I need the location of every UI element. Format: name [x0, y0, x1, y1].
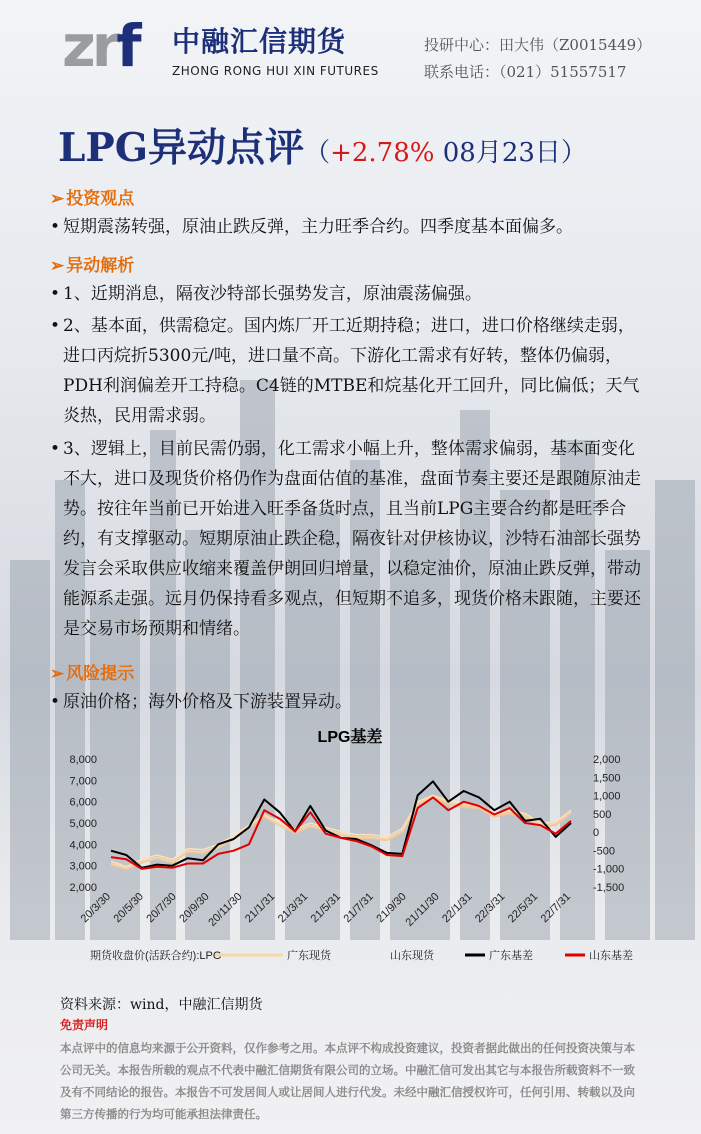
report-title: [58, 117, 587, 173]
bullet-icon: •: [50, 217, 61, 237]
y-left-tick: 4,000: [69, 839, 97, 852]
disclaimer-heading: 免责声明: [60, 1018, 109, 1032]
arrow-icon: ➢: [50, 664, 65, 684]
y-right-tick: 1,000: [593, 790, 621, 803]
analysis-item-3: [50, 434, 650, 644]
y-left-tick: 2,000: [69, 882, 97, 894]
y-right-tick: 2,000: [593, 754, 621, 766]
x-tick: 22/1/31: [440, 890, 475, 926]
data-source: 资料来源：wind，中融汇信期货: [60, 997, 263, 1013]
x-tick: 20/11/30: [206, 890, 245, 929]
legend-label: 山东基差: [589, 950, 633, 962]
analysis-text-2: 2、基本面，供需稳定。国内炼厂开工近期持稳；进口，进口价格继续走弱，进口丙烷折5300元/吨，进口量不高。下游化工需求有好转，整体仍偏弱，PDH利润偏差开工持稳。C4链的MTBE和烷基化开工回升，同比偏低；天气炎热，民用需求弱。: [63, 316, 640, 426]
title-main: LPG异动点评: [58, 125, 305, 171]
x-tick: 22/3/31: [472, 890, 508, 926]
x-tick: 21/5/31: [308, 890, 344, 926]
legend-label: 山东现货: [390, 950, 434, 962]
x-tick: 20/5/30: [111, 890, 146, 926]
price-change: +2.78%: [330, 138, 435, 168]
analysis-text-1: 1、近期消息，隔夜沙特部长强势发言，原油震荡偏强。: [63, 284, 482, 304]
bullet-icon: •: [50, 284, 61, 304]
y-right-tick: 500: [593, 808, 612, 821]
logo-mark: zrf: [62, 12, 138, 80]
x-tick: 22/5/31: [505, 890, 541, 926]
section-heading-risk: [50, 659, 134, 684]
risk-paragraph: [50, 687, 650, 717]
risk-text: 原油价格；海外价格及下游装置异动。: [63, 692, 352, 712]
y-right-tick: -1,000: [593, 863, 625, 876]
y-left-tick: 7,000: [69, 775, 97, 788]
analysis-item-2: [50, 311, 650, 431]
title-paren-open: （: [304, 138, 331, 168]
view-paragraph: [50, 212, 650, 242]
analyst-info: 投研中心：田大伟（Z0015449）: [424, 36, 652, 54]
y-right-tick: -500: [593, 845, 616, 858]
analysis-item-1: [50, 279, 650, 309]
section-heading-view: [50, 184, 134, 209]
analysis-heading-text: 异动解析: [66, 256, 135, 276]
bullet-icon: •: [50, 316, 61, 336]
y-left-tick: 6,000: [69, 796, 97, 809]
y-left-tick: 5,000: [69, 818, 97, 830]
phone-info: 联系电话：（021）51557517: [424, 63, 627, 81]
report-date: 08月23日）: [434, 138, 587, 168]
x-tick: 20/9/30: [177, 890, 212, 926]
lpg-basis-chart: [55, 722, 655, 972]
disclaimer-text: 本点评中的信息均来源于公开资料，仅作参考之用。本点评不构成投资建议，投资者据此做出的任何投资决策与本公司无关。本报告所载的观点不代表中融汇信期货有限公司的立场。中融汇信可发出其它与本报告所载资料不一致及有不同结论的报告。本报告不可发居间人或让居间人进行代发。未经中融汇信授权许可，任何引用、转载以及向第三方传播的行为均可能承担法律责任。: [60, 1041, 635, 1121]
chart-title: LPG基差: [317, 729, 383, 746]
y-right-tick: -1,500: [593, 882, 625, 894]
x-tick: 22/7/31: [538, 890, 574, 926]
section-heading-analysis: [50, 251, 134, 276]
series-line-3: [111, 781, 571, 867]
company-logo: [62, 14, 392, 84]
arrow-icon: ➢: [50, 256, 65, 276]
logo-chinese-name: 中融汇信期货: [172, 25, 347, 58]
y-left-tick: 3,000: [69, 860, 97, 873]
arrow-icon: ➢: [50, 189, 65, 209]
legend-label: 广东现货: [287, 950, 331, 962]
bullet-icon: •: [50, 439, 61, 459]
legend-label: 广东基差: [489, 950, 533, 962]
y-left-tick: 8,000: [69, 754, 97, 766]
x-tick: 21/7/31: [341, 890, 376, 926]
logo-english-name: ZHONG RONG HUI XIN FUTURES: [172, 64, 379, 78]
x-tick: 20/3/30: [78, 890, 114, 926]
bullet-icon: •: [50, 692, 61, 712]
x-tick: 21/1/31: [242, 890, 278, 926]
y-right-tick: 1,500: [593, 772, 621, 785]
view-text: 短期震荡转强，原油止跌反弹，主力旺季合约。四季度基本面偏多。: [63, 217, 573, 237]
view-heading-text: 投资观点: [66, 189, 135, 209]
analysis-text-3: 3、逻辑上，目前民需仍弱，化工需求小幅上升，整体需求偏弱，基本面变化不大，进口及现货价格仍作为盘面估值的基准，盘面节奏主要还是跟随原油走势。按往年当前已开始进入旺季备货时点，且当前LPG主要合约都是旺季合约，有支撑驱动。短期原油止跌企稳，隔夜针对伊核协议，沙特石油部长强势发言会采取供应收缩来覆盖伊朗回归增量，以稳定油价，原油止跌反弹，带动能源系走强。远月仍保持看多观点，但短期不追多，现货价格未跟随，主要还是交易市场预期和情绪。: [63, 439, 641, 639]
x-tick: 21/11/30: [403, 890, 442, 929]
x-tick: 20/7/30: [144, 890, 179, 926]
risk-heading-text: 风险提示: [66, 664, 135, 684]
x-tick: 21/9/30: [374, 890, 409, 926]
contact-info: [424, 32, 651, 86]
y-right-tick: 0: [593, 827, 600, 840]
legend-label: 期货收盘价(活跃合约):LPG: [90, 950, 222, 962]
x-tick: 21/3/31: [275, 890, 311, 926]
